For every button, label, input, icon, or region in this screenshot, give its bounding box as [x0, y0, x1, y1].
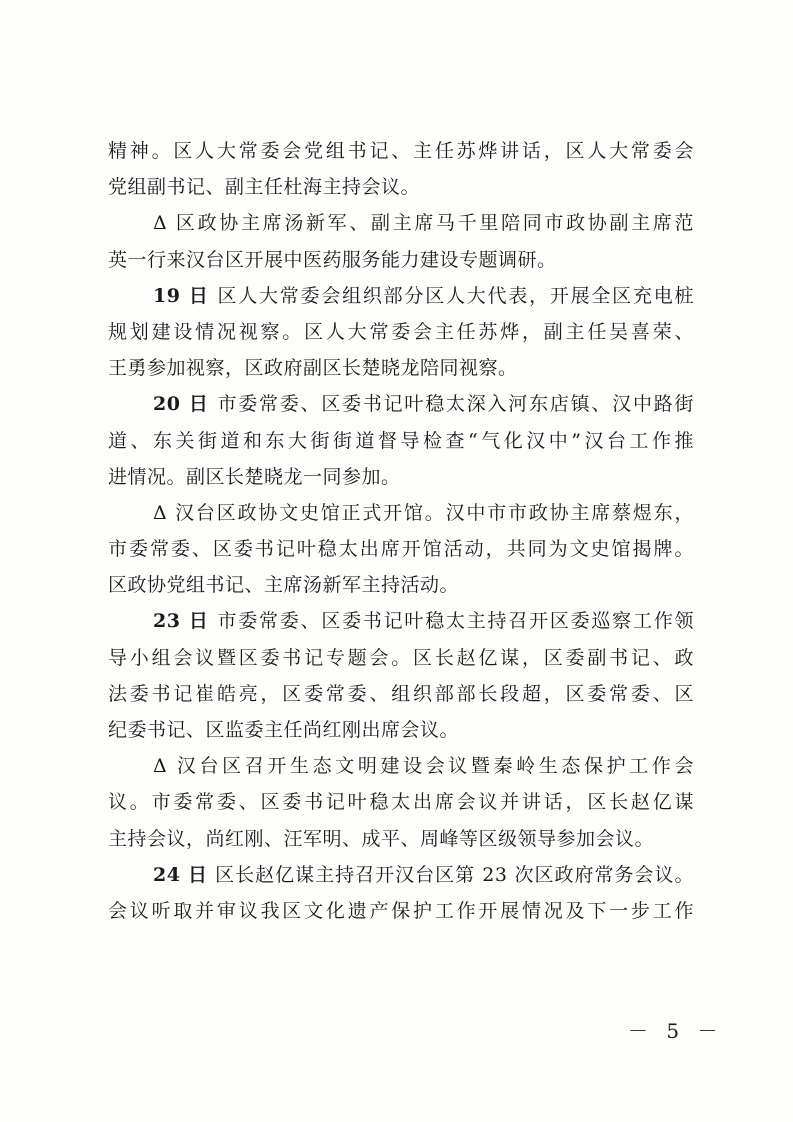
text-span: 区人大常委会组织部分区人大代表，开展全区充电桩 — [217, 284, 694, 307]
paragraph-museum-opening — [108, 495, 694, 604]
text-line: 精神。区人大常委会党组书记、主任苏烨讲话，区人大常委会 — [108, 140, 694, 162]
text-line: 纪委书记、区监委主任尚红刚出席会议。 — [108, 719, 460, 741]
date-label: 23 日 — [153, 610, 210, 633]
date-label: 24 日 — [153, 863, 209, 886]
text-line: 区政协党组书记、主席汤新军主持活动。 — [108, 574, 460, 597]
text-line: 法委书记崔皓亮，区委常委、组织部部长段超，区委常委、区 — [108, 682, 694, 705]
text-line: 英一行来汉台区开展中医药服务能力建设专题调研。 — [108, 248, 557, 271]
text-line: 道、东关街道和东大街街道督导检查“气化汉中”汉台工作推 — [108, 429, 694, 452]
text-line — [108, 603, 694, 639]
text-line: 规划建设情况视察。区人大常委会主任苏烨，副主任吴喜荣、 — [108, 320, 694, 343]
date-label: 20 日 — [153, 393, 210, 416]
text-line — [108, 857, 694, 893]
paragraph-day-24 — [108, 857, 694, 929]
text-line: 会议听取并审议我区文化遗产保护工作开展情况及下一步工作 — [108, 899, 694, 922]
text-line: 进情况。副区长楚晓龙一同参加。 — [108, 465, 401, 488]
text-line: 议。市委常委、区委书记叶稳太出席会议并讲话，区长赵亿谋 — [108, 791, 694, 814]
paragraph-day-19 — [108, 278, 694, 387]
paragraph-cppcc-research — [108, 205, 694, 277]
text-line: 市委常委、区委书记叶稳太出席开馆活动，共同为文史馆揭牌。 — [108, 538, 694, 561]
text-line: Δ 汉台区政协文史馆正式开馆。汉中市市政协主席蔡煜东， — [153, 501, 694, 524]
text-line: 主持会议，尚红刚、汪军明、成平、周峰等区级领导参加会议。 — [108, 827, 655, 850]
text-span: 市委常委、区委书记叶稳太主持召开区委巡察工作领 — [217, 610, 694, 633]
paragraph-ecology-meeting — [108, 748, 694, 857]
text-span: 区长赵亿谋主持召开汉台区第 23 次区政府常务会议。 — [215, 863, 694, 886]
text-line — [108, 386, 694, 422]
paragraph-day-20 — [108, 386, 694, 495]
date-label: 19 日 — [153, 284, 210, 307]
text-span: 市委常委、区委书记叶稳太深入河东店镇、汉中路街 — [217, 393, 694, 416]
text-line: 王勇参加视察，区政府副区长楚晓龙陪同视察。 — [108, 357, 518, 380]
text-line — [108, 278, 694, 314]
text-line: 党组副书记、副主任杜海主持会议。 — [108, 176, 421, 199]
paragraph-day-23 — [108, 603, 694, 748]
text-line: Δ 区政协主席汤新军、副主席马千里陪同市政协副主席范 — [153, 212, 694, 235]
paragraph-session-continuation — [108, 133, 694, 205]
text-line: 导小组会议暨区委书记专题会。区长赵亿谋，区委副书记、政 — [108, 646, 694, 669]
page-number: － 5 － — [628, 1019, 724, 1043]
document-body — [108, 133, 694, 929]
text-line: Δ 汉台区召开生态文明建设会议暨秦岭生态保护工作会 — [153, 755, 694, 778]
